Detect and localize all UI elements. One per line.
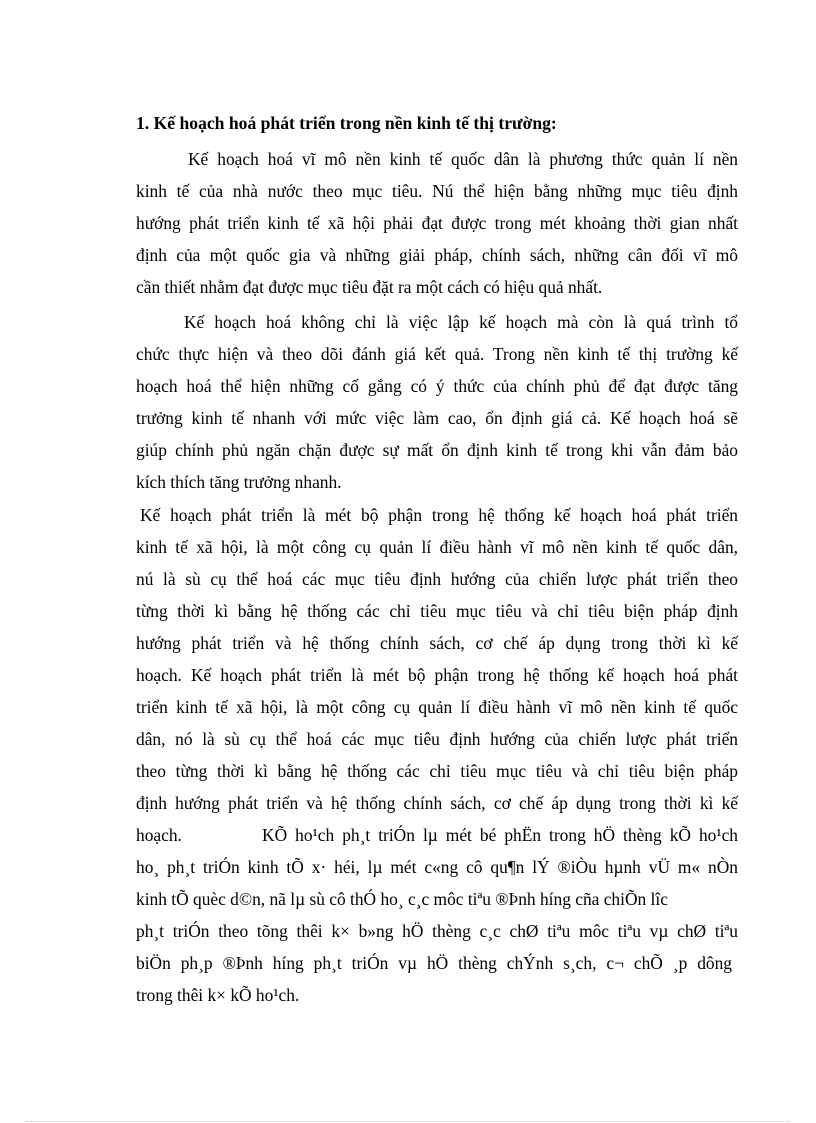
text-line: dân, nó là sù cụ thể hoá các mục tiêu định hướng của chiến lược phát triển [136, 729, 738, 749]
text-line: hoạch hoá thể hiện những cố gắng có ý thức của chính phủ để đạt được tăng [136, 376, 738, 396]
text-line: hướng phát triển kinh tế xã hội phải đạt được trong mét khoảng thời gian nhất [136, 213, 738, 233]
text-line: hướng phát triển và hệ thống chính sách, cơ chế áp dụng trong thời kì kế [136, 633, 738, 653]
text-line: Kế hoạch hoá không chỉ là việc lập kế hoạch mà còn là quá trình tổ [184, 312, 738, 332]
text-line: kinh tế của nhà nước theo mục tiêu. Nú thể hiện bằng những mục tiêu định [136, 181, 738, 201]
text-line: kinh tÕ quèc d©n, nã lµ sù cô thÓ ho¸ c¸c môc tiªu ®Þnh híng cña chiÕn lîc [136, 889, 668, 909]
text-line: triển kinh tế xã hội, là một công cụ quản lí điều hành vĩ mô nền kinh tế quốc [136, 697, 738, 717]
text-line: hoạch. KÕ ho¹ch ph¸t triÓn lµ mét bé phËn trong hÖ thèng kÕ ho¹ch [136, 825, 738, 845]
text-line: theo từng thời kì bằng hệ thống các chỉ tiêu mục tiêu và chỉ tiêu biện pháp [136, 761, 738, 781]
text-line: ph¸t triÓn theo tõng thêi k× b»ng hÖ thèng c¸c chØ tiªu môc tiªu vµ chØ tiªu [136, 921, 738, 941]
text-line: biÖn ph¸p ®Þnh híng ph¸t triÓn vµ hÖ thèng chÝnh s¸ch, c¬ chÕ ¸p dông [136, 953, 732, 973]
section-heading: 1. Kế hoạch hoá phát triển trong nền kinh tế thị trường: [136, 113, 557, 133]
text-line: nú là sù cụ thể hoá các mục tiêu định hướng của chiến lược phát triển theo [136, 569, 738, 589]
text-line: trong thêi k× kÕ ho¹ch. [136, 985, 300, 1005]
text-line: kích thích tăng trưởng nhanh. [136, 472, 342, 492]
text-line: định hướng phát triển và hệ thống chính sách, cơ chế áp dụng trong thời kì kế [136, 793, 738, 813]
text-line: từng thời kì bằng hệ thống các chỉ tiêu mục tiêu và chỉ tiêu biện pháp định [136, 601, 738, 621]
text-line: ho¸ ph¸t triÓn kinh tÕ x· héi, lµ mét c«ng cô qu¶n lÝ ®iÒu hµnh vÜ m« nÒn [136, 857, 738, 877]
text-line: giúp chính phủ ngăn chặn được sự mất ổn định kinh tế trong khi vẫn đảm bảo [136, 440, 738, 460]
text-line: cần thiết nhằm đạt được mục tiêu đặt ra một cách có hiệu quả nhất. [136, 277, 603, 297]
text-line: chức thực hiện và theo dõi đánh giá kết quả. Trong nền kinh tế thị trường kế [136, 344, 738, 364]
text-line: trưởng kinh tế nhanh với mức việc làm cao, ổn định giá cả. Kế hoạch hoá sẽ [136, 408, 738, 428]
page-bottom-divider [26, 1121, 790, 1122]
text-line: kinh tế xã hội, là một công cụ quản lí điều hành vĩ mô nền kinh tế quốc dân, [136, 537, 738, 557]
text-line: Kế hoạch phát triển là mét bộ phận trong hệ thống kế hoạch hoá phát triển [140, 505, 738, 525]
text-line: định của một quốc gia và những giải pháp, chính sách, những cân đối vĩ mô [136, 245, 738, 265]
text-line: Kế hoạch hoá vĩ mô nền kinh tế quốc dân là phương thức quản lí nền [188, 149, 738, 169]
text-line: hoạch. Kế hoạch phát triển là mét bộ phận trong hệ thống kế hoạch hoá phát [136, 665, 738, 685]
